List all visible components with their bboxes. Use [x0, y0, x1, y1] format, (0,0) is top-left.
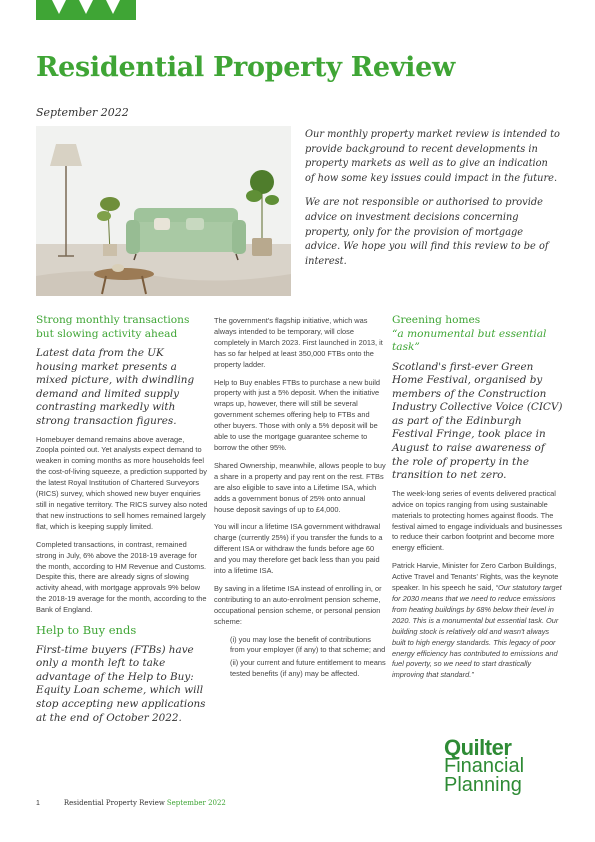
band-notch: [106, 0, 120, 14]
logo-line: Planning: [444, 774, 522, 796]
section-heading-greening-homes: [392, 314, 564, 355]
body-paragraph: Help to Buy enables FTBs to purchase a new build property with just a 5% deposit. When the initiative wraps up, however, there will still be several government schemes offering help to FTBs and other buyers. Those with only a 5% deposit will be able to use the mortgage guarantee scheme to borrow the other 95%.: [214, 377, 380, 452]
top-green-band: [36, 0, 136, 20]
section-heading-help-to-buy: Help to Buy ends: [36, 623, 137, 638]
body-paragraph: Homebuyer demand remains above average, Zoopla pointed out. Yet analysts expect demand to weaken in coming months as more households feel the cost-of-living squeeze, a prediction supported by the latest Royal Institution of Chartered Surveyors (RICS) survey, which showed new buyer enquiries still in negative territory. The RICS survey also noted that new instructions to sell homes remained largely flat, which is keeping supply limited.: [36, 434, 208, 531]
speech-intro: Patrick Harvie, Minister for Zero Carbon Buildings, Active Travel and Tenants' Rights, was the keynote speaker. In his speech he said,: [392, 561, 559, 593]
body-paragraph: [392, 561, 564, 681]
section-lede: Scotland's first-ever Green Home Festival, organised by members of the Construction Industry Collective Voice (CICV) as part of the Edinburgh Festival Fringe, took place in August to raise awareness of the role of property in the transition to net zero.: [392, 360, 563, 482]
column-right: [392, 314, 564, 688]
page-number: 1: [36, 800, 40, 807]
logo-line: Financial: [444, 755, 525, 777]
heading-quote: “a monumental but essential task”: [392, 327, 547, 353]
page-title: Residential Property Review: [36, 52, 455, 83]
logo-line: Quilter: [444, 735, 512, 760]
page-footer: [36, 799, 226, 807]
footer-publication: Residential Property Review: [63, 799, 165, 807]
living-room-illustration: [36, 126, 291, 296]
body-paragraph: The week-long series of events delivered practical advice on topics ranging from using sustainable materials to protecting homes against floods. The festival aimed to engage individuals and businesses to reduce their carbon footprint and become more energy efficient.: [392, 488, 563, 553]
disclaimer-paragraph: We are not responsible or authorised to provide advice on investment decisions concerning property, only for the provision of mortgage advice. We hope you will find this review to be of interest.: [305, 197, 549, 267]
hero-image: [36, 126, 291, 296]
body-paragraph: The government's flagship initiative, which was always intended to be temporary, will close completely in March 2023. First launched in 2013, it has so far helped at least 350,000 FTBs onto the property ladder.: [214, 316, 383, 369]
list-item: (i) you may lose the benefit of contributions from your employer (if any) to that scheme; and: [230, 634, 386, 655]
list-item: (ii) your current and future entitlement to means tested benefits (if any) may be affected.: [230, 658, 386, 679]
issue-date: September 2022: [36, 106, 129, 119]
intro-paragraph: Our monthly property market review is intended to provide background to recent developments in property markets as well as to give an indication of how some key issues could impact in the future.: [305, 129, 560, 184]
body-paragraph: Completed transactions, in contrast, remained strong in July, 6% above the 2018-19 average for the month, according to HM Revenue and Customs. Despite this, there are already signs of slowing activity ahead, with mortgage approvals 9% below the 2018-19 average for the month, according to the Bank of England.: [36, 539, 207, 615]
band-notch: [52, 0, 66, 14]
body-paragraph: By saving in a lifetime ISA instead of enrolling in, or contributing to an auto-enrolment pension scheme, occupational pension scheme, or personal pension scheme:: [214, 583, 382, 626]
speech-quote: “Our statutory target for 2030 means that we need to reduce emissions from heating buildings by 68% below their level in 2020. This is a monumental but essential task. Our building stock is relatively old and wasn't always built to high energy standards. This legacy of poor energy efficiency has contributed to emissions and fuel poverty, so we need to start drastically improving that standard.”: [392, 583, 562, 680]
column-left: [36, 314, 208, 731]
quilter-logo: [444, 735, 525, 796]
section-lede: First-time buyers (FTBs) have only a month left to take advantage of the Help to Buy: Equity Loan scheme, which will stop accepting new applications at the end of October 2022.: [36, 643, 206, 724]
band-notch: [79, 0, 93, 14]
section-heading-transactions: Strong monthly transactions but slowing activity ahead: [36, 314, 190, 340]
column-middle: [214, 316, 386, 682]
section-lede: Latest data from the UK housing market presents a mixed picture, with dwindling demand and limited supply contrasting markedly with strong transaction figures.: [36, 347, 195, 427]
heading-line: Greening homes: [392, 314, 481, 326]
body-paragraph: Shared Ownership, meanwhile, allows people to buy a share in a property and pay rent on the rest. FTBs are also eligible to save into a Lifetime ISA, which adds a government bonus of 25% onto annual house deposit savings of up to £4,000.: [214, 460, 386, 514]
body-paragraph: You will incur a lifetime ISA government withdrawal charge (currently 25%) if you transfer the funds to a different ISA or withdraw the funds before age 60 and you may therefore get back less than you paid into a lifetime ISA.: [214, 522, 383, 576]
footer-date: September 2022: [166, 799, 226, 807]
intro-text: [305, 128, 560, 279]
